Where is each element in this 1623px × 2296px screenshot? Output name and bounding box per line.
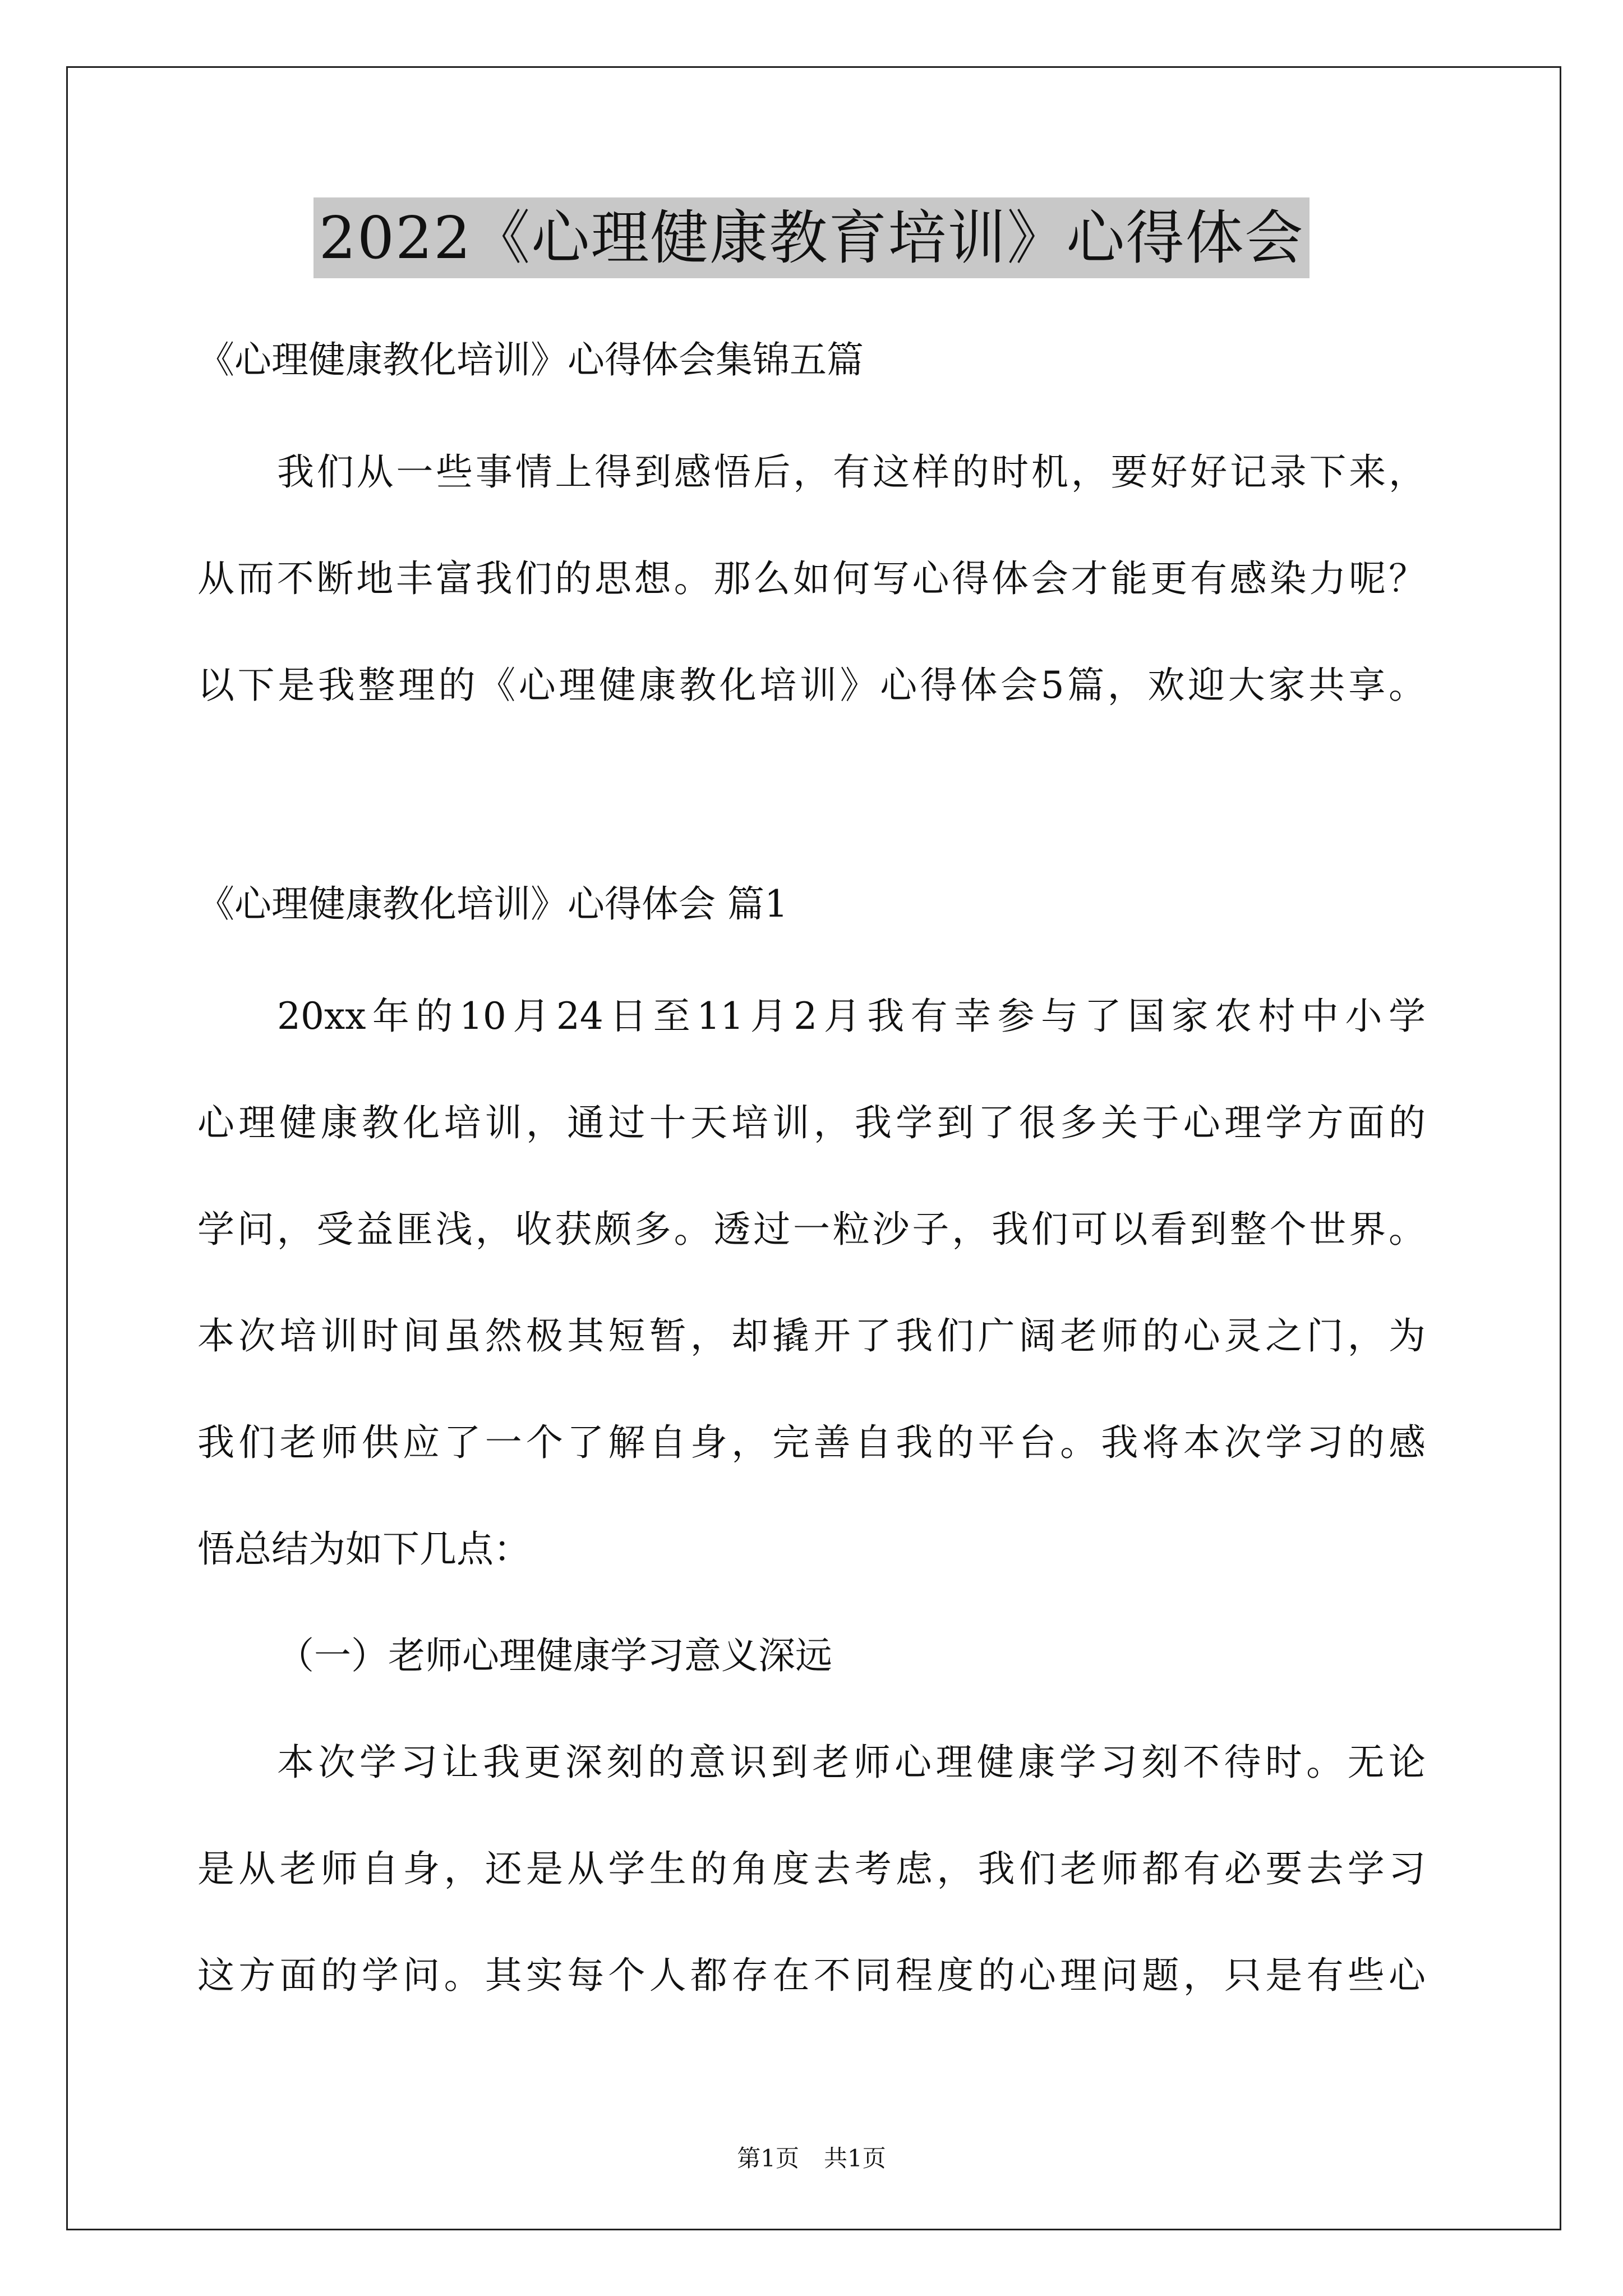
paragraph-line: 本次培训时间虽然极其短暂，却撬开了我们广阔老师的心灵之门，为 xyxy=(197,1314,1426,1358)
paragraph-line: 学问，受益匪浅，收获颇多。透过一粒沙子，我们可以看到整个世界。 xyxy=(197,1208,1426,1251)
intro-line: 从而不断地丰富我们的思想。那么如何写心得体会才能更有感染力呢？ xyxy=(197,557,1426,600)
intro-line: 我们从一些事情上得到感悟后，有这样的时机，要好好记录下来， xyxy=(277,450,1426,494)
paragraph-line: 20xx年的10月24日至11月2月我有幸参与了国家农村中小学 xyxy=(277,995,1426,1038)
document-title: 2022《心理健康教育培训》心得体会 xyxy=(313,197,1310,278)
paragraph-line: 心理健康教化培训，通过十天培训，我学到了很多关于心理学方面的 xyxy=(197,1101,1426,1144)
page-footer xyxy=(0,2142,1623,2175)
intro-line: 以下是我整理的《心理健康教化培训》心得体会5篇，欢迎大家共享。 xyxy=(197,664,1426,707)
page-number: 第1页 xyxy=(737,2145,799,2172)
page-total: 共1页 xyxy=(824,2145,886,2172)
paragraph-line: 我们老师供应了一个了解自身，完善自我的平台。我将本次学习的感 xyxy=(197,1421,1426,1464)
paragraph-line: 这方面的学问。其实每个人都存在不同程度的心理问题，只是有些心 xyxy=(197,1954,1426,1997)
paragraph-line: 是从老师自身，还是从学生的角度去考虑，我们老师都有必要去学习 xyxy=(197,1847,1426,1890)
paragraph-line: 本次学习让我更深刻的意识到老师心理健康学习刻不待时。无论 xyxy=(277,1741,1426,1784)
subheading: （一）老师心理健康学习意义深远 xyxy=(277,1634,832,1677)
title-container xyxy=(0,197,1623,278)
section-heading: 《心理健康教化培训》心得体会 篇1 xyxy=(197,882,788,926)
paragraph-line: 悟总结为如下几点： xyxy=(197,1527,531,1571)
document-subtitle: 《心理健康教化培训》心得体会集锦五篇 xyxy=(197,338,864,381)
